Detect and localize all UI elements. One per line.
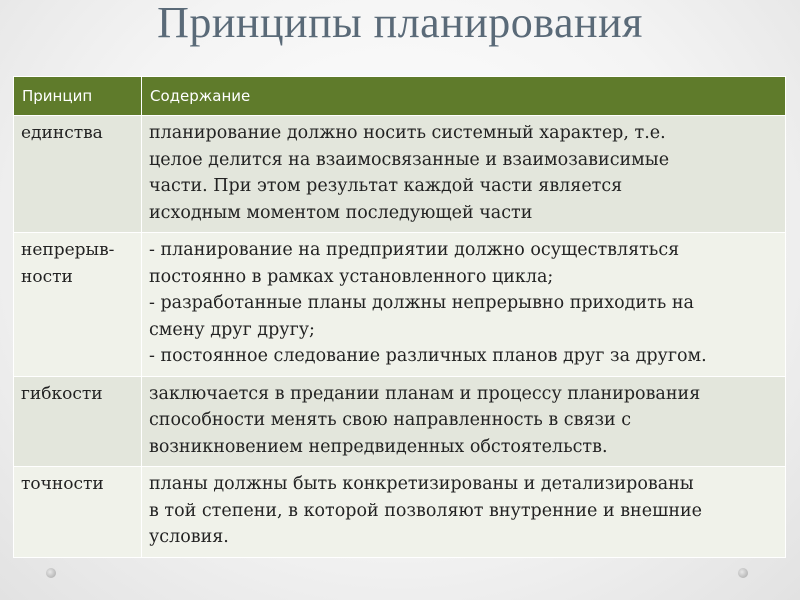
content-line: способности менять свою направленность в связи с [149, 410, 632, 430]
content-line: смену друг другу; [149, 319, 315, 340]
principle-cell [14, 467, 142, 558]
table-header-row [14, 77, 786, 116]
content-line: - постоянное следование различных планов друг за другом. [149, 346, 707, 366]
column-header-content: Содержание [142, 77, 786, 116]
content-line: - разработанные планы должны непрерывно приходить на [149, 293, 694, 313]
principle-label: точности [21, 474, 104, 494]
table-row [14, 376, 786, 467]
table-row [14, 233, 786, 377]
content-cell [142, 376, 786, 467]
content-line: - планирование на предприятии должно осуществляться [149, 240, 680, 260]
table-row [14, 116, 786, 233]
content-line: постоянно в рамках установленного цикла; [149, 266, 554, 287]
decorative-dot-icon [46, 568, 56, 578]
content-line: в той степени, в которой позволяют внутренние и внешние [149, 500, 703, 521]
principle-cell [14, 233, 142, 377]
principle-cell [14, 376, 142, 467]
content-cell [142, 233, 786, 377]
content-cell [142, 467, 786, 558]
content-cell [142, 116, 786, 233]
principle-label: единства [21, 123, 103, 143]
content-line: части. При этом результат каждой части является [149, 176, 623, 196]
content-line: условия. [149, 527, 229, 547]
content-line: возникновением непредвиденных обстоятельств. [149, 436, 608, 457]
slide-title: Принципы планирования [157, 0, 643, 47]
principle-label: непрерыв- [21, 240, 115, 260]
content-line: планирование должно носить системный характер, т.е. [149, 123, 666, 143]
content-line: планы должны быть конкретизированы и детализированы [149, 474, 694, 494]
principles-table [13, 76, 786, 558]
table-row [14, 467, 786, 558]
column-header-principle: Принцип [14, 77, 142, 116]
content-line: заключается в предании планам и процессу планирования [149, 383, 701, 404]
principle-label: гибкости [21, 383, 103, 404]
decorative-dot-icon [738, 568, 748, 578]
principle-label: ности [21, 266, 73, 287]
principle-cell [14, 116, 142, 233]
content-line: исходным моментом последующей части [149, 202, 533, 223]
content-line: целое делится на взаимосвязанные и взаимозависимые [149, 149, 670, 170]
